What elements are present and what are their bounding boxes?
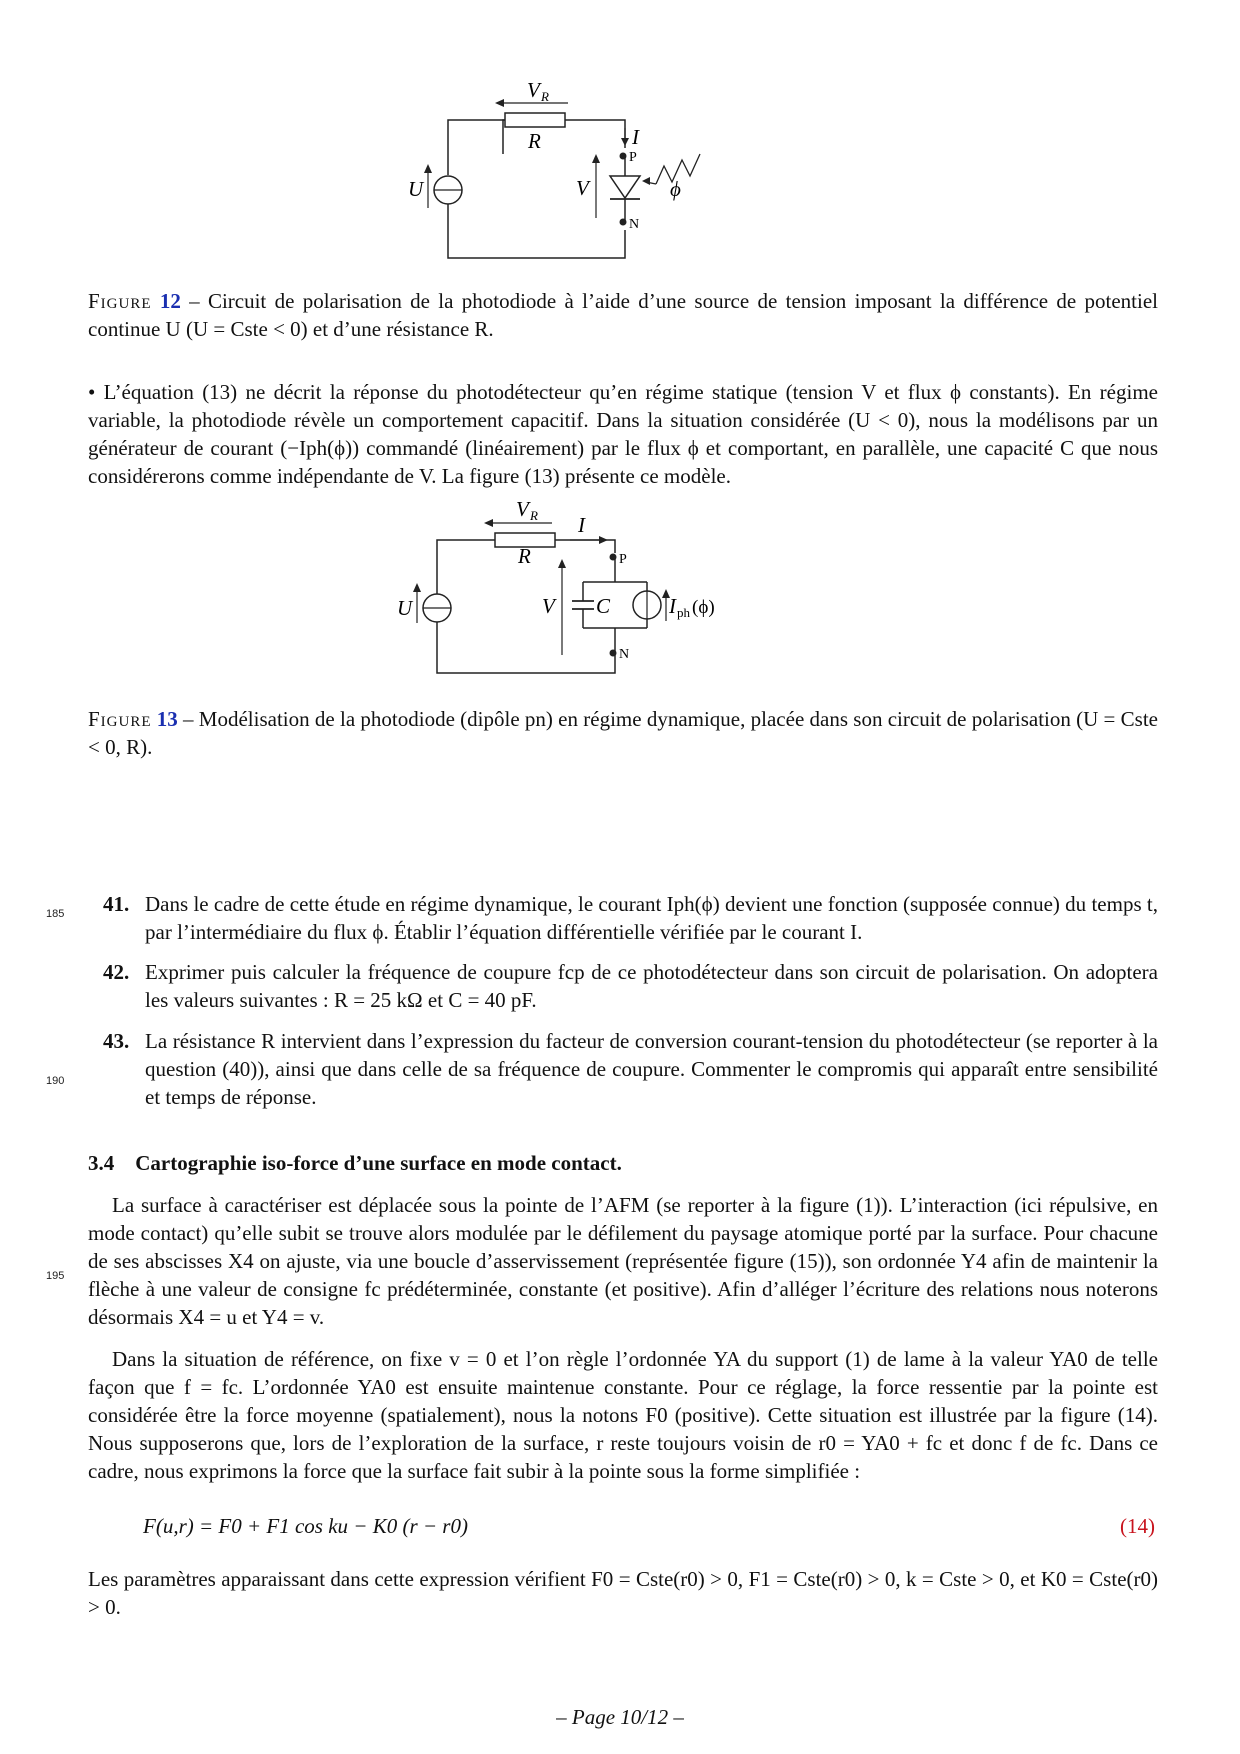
figure-ref-link[interactable]: 12 [159, 289, 181, 313]
paragraph-2: Dans la situation de référence, on fixe v = 0 et l’on règle l’ordonnée YA du support (1) de lame à la valeur YA0 de telle façon que f = fc. L’ordonnée YA0 est ensuite maintenue constante. Pour ce réglage, la force ressentie par la pointe est considérée être la force moyenne (spatialement), nous la notons F0 (positive). Cette situation est illustrée par la figure (14). Nous supposerons que, lors de l’exploration de la surface, r reste toujours voisin de r0 = YA0 + fc et donc f de fc. Dans ce cadre, nous exprimons la force que la surface fait subir à la pointe sous la forme simplifiée : [88, 1347, 1158, 1483]
question-42: 42. Exprimer puis calculer la fréquence de coupure fcp de ce photodétecteur dans son circuit de polarisation. On adoptera les valeurs suivantes : R = 25 kΩ et C = 40 pF. [103, 960, 1158, 1012]
equation-number: (14) [1120, 1514, 1155, 1538]
figure-13-caption: Figure 13 – Modélisation de la photodiode (dipôle pn) en régime dynamique, placée dans son circuit de polarisation (U = Cste < 0, R). [88, 707, 1158, 759]
equation-14: F(u,r) = F0 + F1 cos ku − K0 (r − r0) [143, 1514, 468, 1538]
svg-text:N: N [619, 647, 630, 662]
label-r: R [528, 129, 541, 153]
bullet-paragraph: • L’équation (13) ne décrit la réponse du photodétecteur qu’en régime statique (tension V et flux ϕ constants). En régime variable, la photodiode révèle un comportement capacitif. Dans la situation considérée (U < 0), nous la modélisons par un générateur de courant (−Iph(ϕ)) commandé (linéairement) par le flux ϕ et comportant, en parallèle, une capacité C que nous considérerons comme indépendante de V. La figure (13) présente ce modèle. [88, 380, 1158, 488]
wire-bottom [448, 204, 625, 258]
label-u: U [408, 177, 424, 201]
figure-13-circuit [390, 495, 770, 695]
node-n [620, 219, 627, 226]
line-number: 190 [46, 1075, 65, 1087]
label-vr: V [527, 78, 540, 102]
line-number: 195 [46, 1270, 65, 1282]
page-footer: – Page 10/12 – [556, 1705, 684, 1729]
resistor-r [505, 113, 565, 127]
label-phi: ϕ [670, 177, 681, 201]
question-43: 43. La résistance R intervient dans l’expression du facteur de conversion courant-tension du photodétecteur (se reporter à la question (40)), ainsi que dans celle de sa fréquence de coupure. Commenter le compromis qui apparaît entre sensibilité et temps de réponse. [103, 1029, 1158, 1109]
paragraph-1: La surface à caractériser est déplacée sous la pointe de l’AFM (se reporter à la figure (1)). L’interaction (ici répulsive, en mode contact) qu’elle subit se trouve alors modulée par le défilement du paysage atomique porté par la surface. Pour chacune de ses abscisses X4 on ajuste, via une boucle d’asservissement (représentée figure (15)), son ordonnée Y4 afin de maintenir la flèche à une valeur de consigne fc prédéterminée, constante (et positive). Afin d’alléger l’écriture des relations nous noterons désormais X4 = u et Y4 = v. [88, 1193, 1158, 1329]
wire-top-right [565, 120, 625, 148]
wire-top-left [448, 120, 505, 175]
svg-text:I: I [578, 513, 585, 537]
label-i: I [632, 125, 639, 149]
section-heading: 3.4 Cartographie iso-force d’une surface en mode contact. [88, 1151, 622, 1175]
svg-text:V: V [542, 594, 555, 618]
svg-text:R: R [541, 89, 549, 104]
caption-prefix: Figure [88, 289, 152, 313]
svg-text:C: C [596, 594, 611, 618]
svg-text:P: P [619, 552, 627, 567]
question-41: 41. Dans le cadre de cette étude en régime dynamique, le courant Iph(ϕ) devient une fonction (supposée connue) du temps t, par l’intermédiaire du flux ϕ. Établir l’équation différentielle vérifiée par le courant I. [103, 892, 1158, 944]
figure-12-caption: Figure 12 – Circuit de polarisation de la photodiode à l’aide d’une source de tension imposant la différence de potentiel continue U (U = Cste < 0) et d’une résistance R. [88, 289, 1159, 341]
svg-text:V: V [516, 497, 529, 521]
figure-12-circuit [408, 78, 820, 300]
paragraph-3: Les paramètres apparaissant dans cette expression vérifient F0 = Cste(r0) > 0, F1 = Cste(r0) > 0, k = Cste > 0, et K0 = Cste(r0) > 0. [88, 1567, 1158, 1619]
caption-prefix: Figure [88, 707, 152, 731]
svg-text:R: R [518, 544, 531, 568]
svg-text:U: U [397, 596, 413, 620]
svg-text:P: P [629, 150, 637, 165]
svg-text:ph: ph [677, 605, 690, 620]
label-v: V [576, 176, 589, 200]
photodiode [610, 176, 640, 198]
svg-text:(ϕ): (ϕ) [692, 597, 715, 618]
figure-ref-link[interactable]: 13 [156, 707, 178, 731]
svg-text:R: R [530, 508, 538, 523]
line-number: 185 [46, 908, 65, 920]
svg-text:N: N [629, 217, 640, 232]
svg-text:I: I [669, 594, 676, 618]
